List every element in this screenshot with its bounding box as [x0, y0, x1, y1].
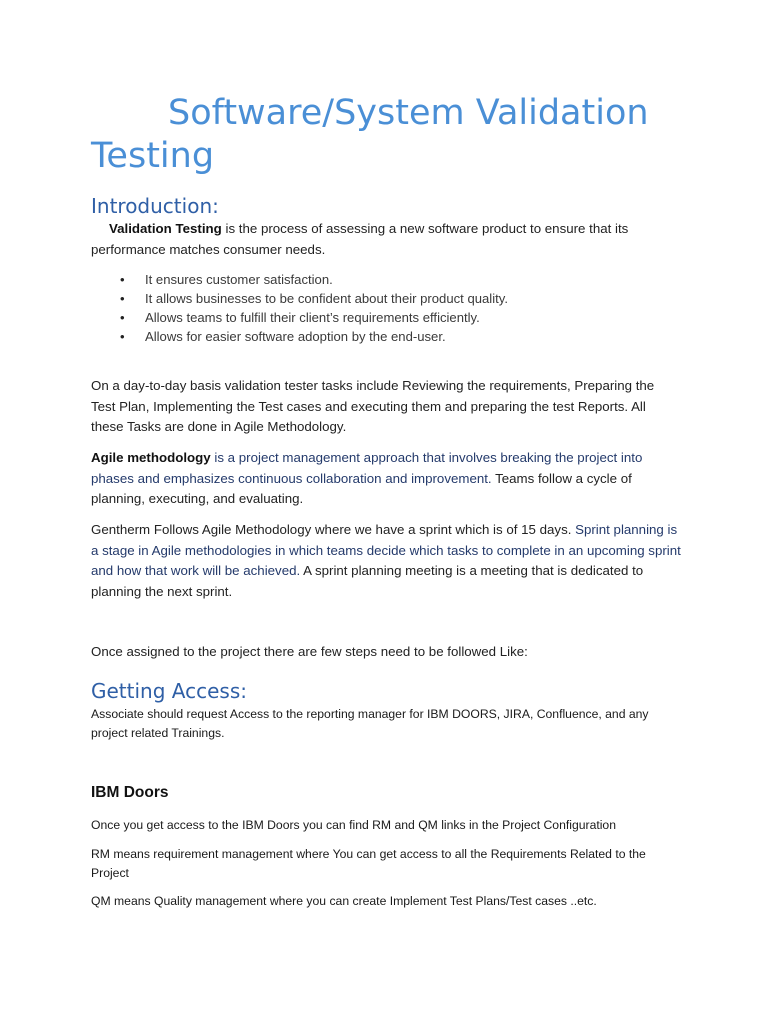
- list-item-text: It allows businesses to be confident about their product quality.: [145, 291, 508, 306]
- ibm-doors-paragraph-3: QM means Quality management where you can create Implement Test Plans/Test cases ..etc.: [91, 894, 597, 908]
- bullet-icon: •: [120, 310, 125, 325]
- document-title: Software/System Validation Testing: [91, 93, 649, 176]
- sprint-planning-text: Sprint planning is a stage in Agile methodologies in which teams decide which tasks to complete in an upcoming sprint and how that work will be achieved.: [91, 522, 681, 578]
- list-item: [91, 327, 651, 346]
- introduction-paragraph: [91, 219, 681, 260]
- steps-intro-paragraph: Once assigned to the project there are few steps need to be followed Like:: [91, 644, 528, 659]
- agile-methodology-term: Agile methodology: [91, 450, 211, 465]
- ibm-doors-paragraph-1: Once you get access to the IBM Doors you can find RM and QM links in the Project Configuration: [91, 818, 616, 832]
- agile-definition-text: is a project management approach that involves breaking the project into phases and emphasizes continuous collaboration and improvement.: [91, 450, 643, 486]
- bullet-icon: •: [120, 291, 125, 306]
- validation-testing-term: Validation Testing: [109, 221, 222, 236]
- list-item-text: Allows teams to fulfill their client’s requirements efficiently.: [145, 310, 480, 325]
- sprint-intro-text: Gentherm Follows Agile Methodology where we have a sprint which is of 15 days.: [91, 522, 572, 537]
- agile-cycle-text: Teams follow a cycle of planning, executing, and evaluating.: [91, 470, 632, 506]
- introduction-text: is the process of assessing a new software product to ensure that its performance matches consumer needs.: [91, 221, 629, 257]
- introduction-heading: Introduction:: [91, 194, 219, 218]
- list-item-text: It ensures customer satisfaction.: [145, 272, 333, 287]
- ibm-doors-paragraph-2: RM means requirement management where You can get access to all the Requirements Related to the Project: [91, 847, 646, 880]
- daily-tasks-paragraph: On a day-to-day basis validation tester tasks include Reviewing the requirements, Preparing the Test Plan, Implementing the Test cases and executing them and preparing the test Reports. All these Tasks are done in Agile Methodology.: [91, 378, 655, 434]
- list-item: [91, 289, 651, 308]
- sprint-paragraph: [91, 520, 681, 602]
- ibm-doors-heading: IBM Doors: [91, 784, 169, 801]
- list-item: [91, 270, 651, 289]
- agile-paragraph: [91, 448, 681, 510]
- sprint-meeting-text: A sprint planning meeting is a meeting that is dedicated to planning the next sprint.: [91, 563, 644, 599]
- getting-access-paragraph: Associate should request Access to the reporting manager for IBM DOORS, JIRA, Confluence, and any project related Trainings.: [91, 707, 649, 740]
- benefits-list: [91, 270, 651, 346]
- bullet-icon: •: [120, 272, 125, 287]
- list-item: [91, 308, 651, 327]
- getting-access-heading: Getting Access:: [91, 679, 247, 703]
- bullet-icon: •: [120, 329, 125, 344]
- list-item-text: Allows for easier software adoption by the end-user.: [145, 329, 446, 344]
